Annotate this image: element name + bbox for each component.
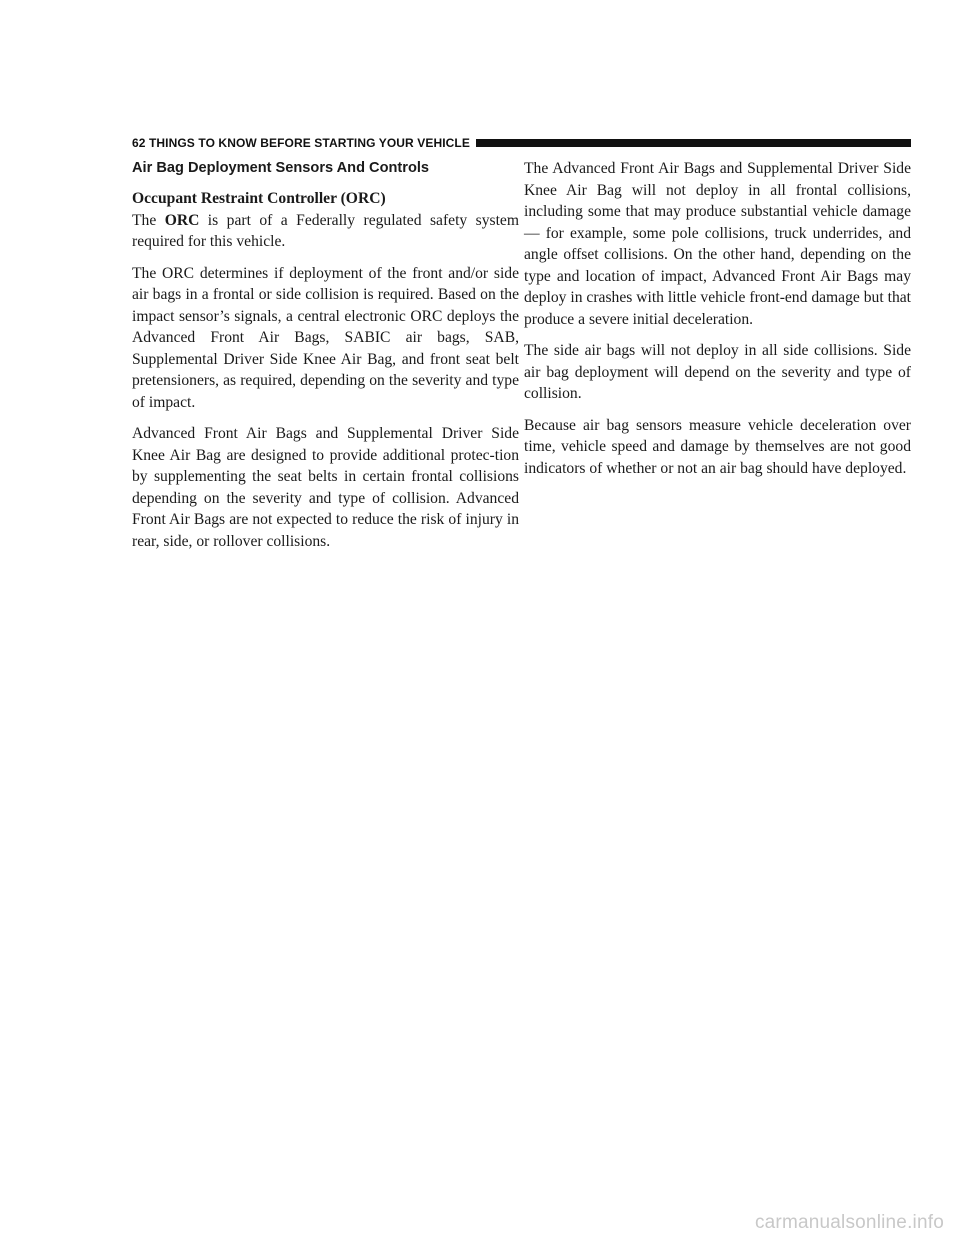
paragraph-orc-intro — [132, 210, 519, 253]
site-watermark: carmanualsonline.info — [754, 1212, 944, 1233]
orc-intro-prefix: The — [132, 211, 165, 229]
header-rule-bar — [476, 139, 911, 147]
subheading-orc: Occupant Restraint Controller (ORC) — [132, 190, 386, 207]
orc-intro-suffix: is part of a Federally regulated safety system required for this vehicle. — [132, 211, 519, 250]
paragraph-orc-determines: The ORC determines if deployment of the front and/or side air bags in a frontal or side collision is required. Based on the impact sensor’s signals, a central electronic ORC deploys the Advanced Front Air Bags, SABIC air bags, SAB, Supplemental Driver Side Knee Air Bag, and front seat belt pretensioners, as required, depending on the severity and type of impact. — [132, 264, 519, 411]
left-column — [132, 158, 519, 562]
orc-term: ORC — [164, 211, 200, 229]
paragraph-side-collisions: The side air bags will not deploy in all side collisions. Side air bag deployment will depend on the severity and type of collision. — [524, 342, 911, 402]
running-header — [132, 136, 911, 150]
paragraph-deceleration: Because air bag sensors measure vehicle deceleration over time, vehicle speed and damage by themselves are not good indicators of whether or not an air bag should have deployed. — [524, 416, 911, 477]
paragraph-frontal-collisions: The Advanced Front Air Bags and Supplemental Driver Side Knee Air Bag will not deploy in all frontal collisions, including some that may produce substantial vehicle damage — for example, some pole collisions, truck underrides, and angle offset collisions. On the other hand, depending on the type and location of impact, Advanced Front Air Bags may deploy in crashes with little vehicle front-end damage but that produce a severe initial deceleration. — [524, 160, 911, 328]
right-column — [524, 158, 911, 489]
section-heading: Air Bag Deployment Sensors And Controls — [132, 160, 430, 176]
paragraph-advanced-front-air-bags: Advanced Front Air Bags and Supplemental Driver Side Knee Air Bag are designed to provide additional protec-tion by supplementing the seat belts in certain frontal collisions depending on the severity and type of collision. Advanced Front Air Bags are not expected to reduce the risk of injury in rear, side, or rollover collisions. — [132, 425, 519, 550]
page-number-and-chapter-title: 62 THINGS TO KNOW BEFORE STARTING YOUR VEHICLE — [132, 136, 470, 150]
